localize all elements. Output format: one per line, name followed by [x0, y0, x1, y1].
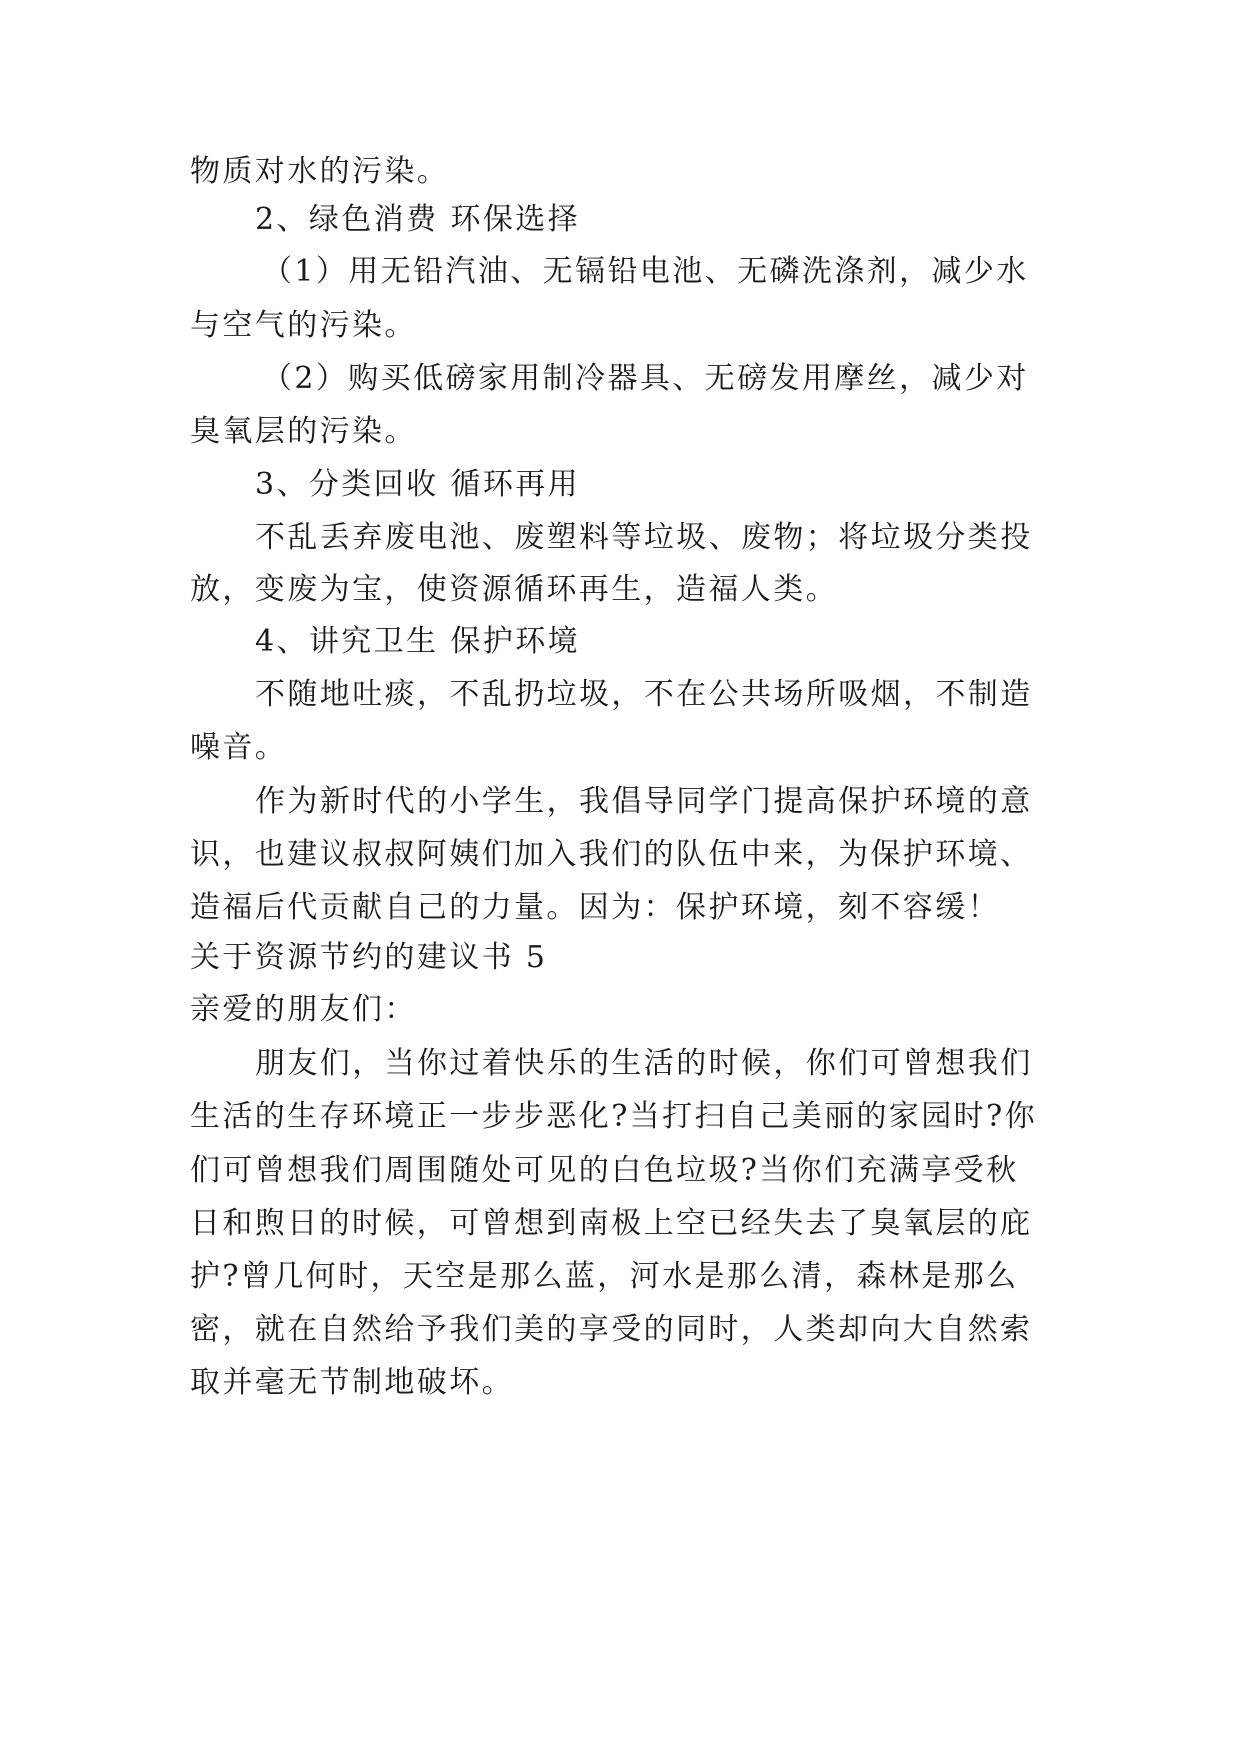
text-line: 物质对水的污染。: [190, 154, 450, 189]
text-line: 护?曾几何时，天空是那么蓝，河水是那么清，森林是那么: [190, 1259, 1019, 1294]
salutation: 亲爱的朋友们：: [190, 992, 417, 1027]
text-line: 不随地吐痰，不乱扔垃圾，不在公共场所吸烟，不制造: [255, 677, 1033, 712]
text-line: 们可曾想我们周围随处可见的白色垃圾?当你们充满享受秋: [190, 1153, 1019, 1188]
text-line: （2）购买低磅家用制冷器具、无磅发用摩丝，减少对: [262, 361, 1029, 396]
text-line: 识，也建议叔叔阿姨们加入我们的队伍中来，为保护环境、: [190, 837, 1033, 872]
text-line: 日和煦日的时候，可曾想到南极上空已经失去了臭氧层的庇: [190, 1206, 1033, 1241]
document-title: 关于资源节约的建议书 5: [190, 940, 548, 975]
text-line: 臭氧层的污染。: [190, 414, 417, 449]
text-line: 取并毫无节制地破坏。: [190, 1365, 514, 1400]
text-line: 作为新时代的小学生，我倡导同学门提高保护环境的意: [255, 784, 1033, 819]
text-line: 噪音。: [190, 730, 288, 765]
text-line: 朋友们，当你过着快乐的生活的时候，你们可曾想我们: [255, 1046, 1033, 1081]
text-line: 不乱丢弃废电池、废塑料等垃圾、废物；将垃圾分类投: [255, 520, 1033, 555]
section-heading: 4、讲究卫生 保护环境: [255, 624, 581, 659]
section-heading: 2、绿色消费 环保选择: [255, 202, 581, 237]
text-line: （1）用无铅汽油、无镉铅电池、无磷洗涤剂，减少水: [262, 254, 1029, 289]
section-heading: 3、分类回收 循环再用: [255, 467, 581, 502]
text-line: 与空气的污染。: [190, 308, 417, 343]
text-line: 放，变废为宝，使资源循环再生，造福人类。: [190, 572, 838, 607]
text-line: 密，就在自然给予我们美的享受的同时，人类却向大自然索: [190, 1312, 1033, 1347]
text-line: 造福后代贡献自己的力量。因为：保护环境，刻不容缓！: [190, 890, 1000, 925]
text-line: 生活的生存环境正一步步恶化?当打扫自己美丽的家园时?你: [190, 1099, 1037, 1134]
